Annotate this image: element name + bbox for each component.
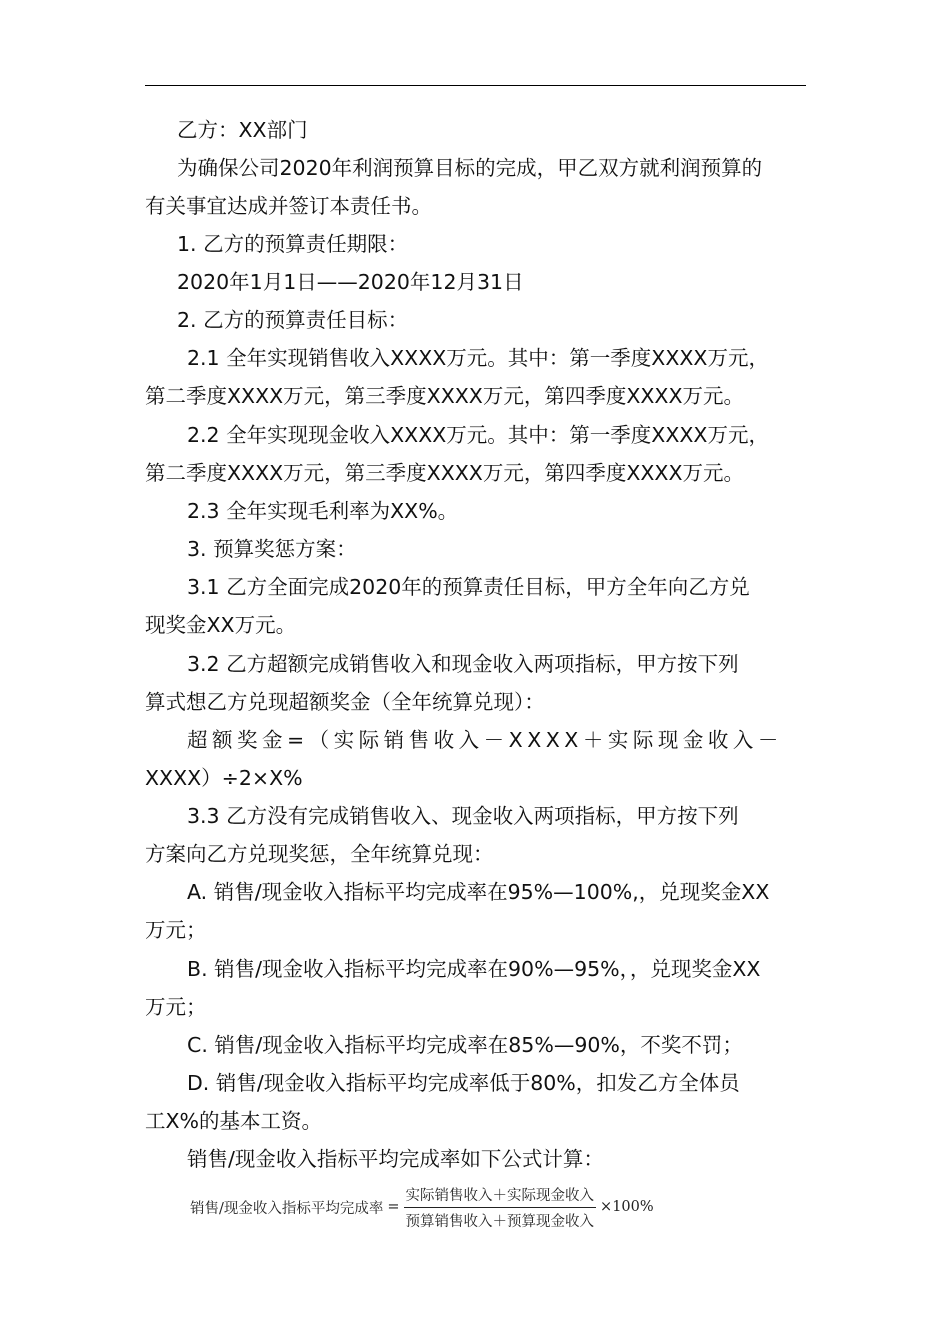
item-2-3-line: 2.3 全年实现毛利率为XX%。 [187, 499, 459, 523]
bonus-formula-line-2: XXXX）÷2×X% [145, 766, 303, 790]
item-3-3-line-2: 方案向乙方兑现奖惩，全年统算兑现： [145, 842, 494, 866]
item-2-2-line-2: 第二季度XXXX万元，第三季度XXXX万元，第四季度XXXX万元。 [145, 461, 745, 485]
bonus-formula-line-1: 超额奖金=（实际销售收入－XXXX＋实际现金收入－ [187, 728, 783, 752]
intro-line-1: 为确保公司2020年利润预算目标的完成，甲乙双方就利润预算的 [177, 156, 763, 180]
header-rule [145, 85, 806, 86]
option-a-line-1: A. 销售/现金收入指标平均完成率在95%—100%,，兑现奖金XX [187, 880, 770, 904]
formula-equals: = [387, 1199, 400, 1215]
option-b-line-2: 万元； [145, 995, 207, 1019]
option-c-line: C. 销售/现金收入指标平均完成率在85%—90%，不奖不罚； [187, 1033, 743, 1057]
formula-denominator: 预算销售收入＋预算现金收入 [405, 1213, 595, 1230]
option-a-line-2: 万元； [145, 918, 207, 942]
item-3-2-line-2: 算式想乙方兑现超额奖金（全年统算兑现）： [145, 690, 545, 714]
item-2-1-line-1: 2.1 全年实现销售收入XXXX万元。其中：第一季度XXXX万元， [187, 346, 769, 370]
completion-rate-formula [190, 1182, 790, 1232]
formula-intro-line: 销售/现金收入指标平均完成率如下公式计算： [187, 1147, 604, 1171]
option-d-line-2: 工X%的基本工资。 [145, 1109, 323, 1133]
item-3-3-line-1: 3.3 乙方没有完成销售收入、现金收入两项指标，甲方按下列 [187, 804, 739, 828]
item-2-1-line-2: 第二季度XXXX万元，第三季度XXXX万元，第四季度XXXX万元。 [145, 384, 745, 408]
item-3-2-line-1: 3.2 乙方超额完成销售收入和现金收入两项指标，甲方按下列 [187, 652, 739, 676]
item-3-1-line-1: 3.1 乙方全面完成2020年的预算责任目标，甲方全年向乙方兑 [187, 575, 750, 599]
intro-line-2: 有关事宜达成并签订本责任书。 [145, 194, 432, 218]
section-2-heading: 2. 乙方的预算责任目标： [177, 308, 409, 332]
option-d-line-1: D. 销售/现金收入指标平均完成率低于80%，扣发乙方全体员 [187, 1071, 740, 1095]
item-2-2-line-1: 2.2 全年实现现金收入XXXX万元。其中：第一季度XXXX万元， [187, 423, 769, 447]
formula-numerator: 实际销售收入＋实际现金收入 [404, 1184, 597, 1208]
section-3-heading: 3. 预算奖惩方案： [187, 537, 357, 561]
period-line: 2020年1月1日——2020年12月31日 [177, 270, 524, 294]
item-3-1-line-2: 现奖金XX万元。 [145, 613, 297, 637]
formula-fraction [404, 1184, 597, 1231]
formula-multiplier: ×100% [600, 1199, 654, 1215]
section-1-heading: 1. 乙方的预算责任期限： [177, 232, 409, 256]
formula-lhs: 销售/现金收入指标平均完成率 [190, 1200, 384, 1217]
party-b-line: 乙方：XX部门 [177, 118, 308, 142]
option-b-line-1: B. 销售/现金收入指标平均完成率在90%—95%，，兑现奖金XX [187, 957, 761, 981]
